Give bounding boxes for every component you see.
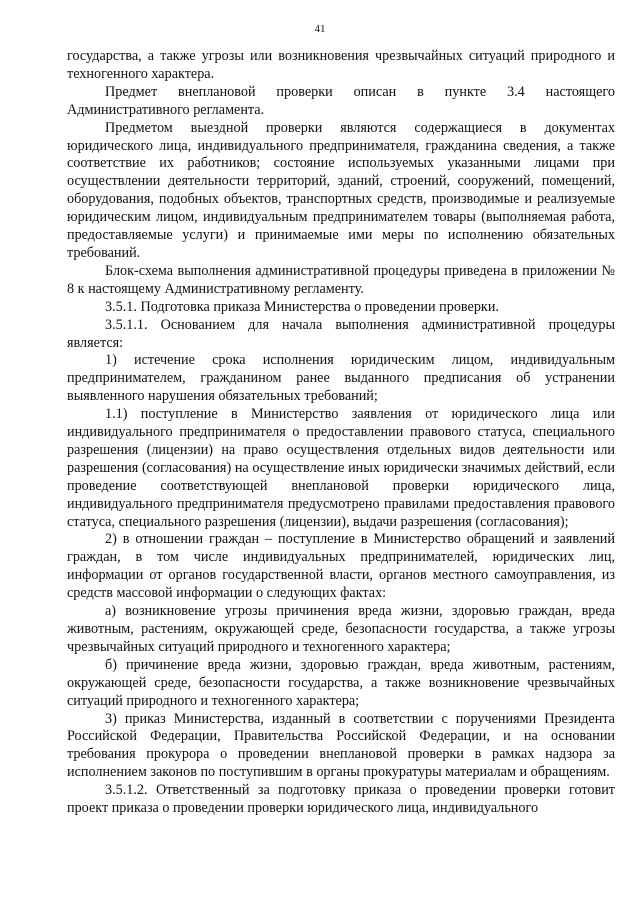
paragraph: 3.5.1.2. Ответственный за подготовку приказа о проведении проверки готовит проект приказа о проведении проверки юридического лица, индивидуального <box>67 782 615 817</box>
list-item: 1.1) поступление в Министерство заявления от юридического лица или индивидуального предпринимателя о предоставлении правового статуса, специального разрешения (лицензии) на право осуществления отдельных видов деятельности или разрешения (согласования) на осуществление иных юридически значимых действий, если проведение соответствующей внеплановой проверки юридического лица, индивидуального предпринимателя предусмотрено правилами предоставления правового статуса, специального разрешения (лицензии), выдачи разрешения (согласования); <box>67 406 615 530</box>
page-number: 41 <box>314 23 326 35</box>
list-item: 3) приказ Министерства, изданный в соответствии с поручениями Президента Российской Федерации, Правительства Российской Федерации, и на основании требования прокурора о проведении внеплановой проверки в рамках надзора за исполнением законов по поступившим в органы прокуратуры материалам и обращениям. <box>67 710 615 781</box>
paragraph: 3.5.1.1. Основанием для начала выполнения административной процедуры является: <box>67 316 615 351</box>
list-item: б) причинение вреда жизни, здоровью граждан, вреда животным, растениям, окружающей среде, безопасности государства, а также возникновение чрезвычайных ситуаций природного и техногенного характера; <box>67 656 615 709</box>
list-item: 1) истечение срока исполнения юридическим лицом, индивидуальным предпринимателем, гражданином ранее выданного предписания об устранении выявленного нарушения обязательных требований; <box>67 352 615 405</box>
section-heading: 3.5.1. Подготовка приказа Министерства о проведении проверки. <box>105 298 499 315</box>
paragraph: Блок-схема выполнения административной процедуры приведена в приложении № 8 к настоящему Административному регламенту. <box>67 262 615 297</box>
document-body <box>67 48 615 818</box>
paragraph: Предмет внеплановой проверки описан в пункте 3.4 настоящего Административного регламента. <box>67 83 615 118</box>
list-item: 2) в отношении граждан – поступление в Министерство обращений и заявлений граждан, в том числе индивидуальных предпринимателей, юридических лиц, информации от органов государственной власти, органов местного самоуправления, из средств массовой информации о следующих фактах: <box>67 531 615 602</box>
list-item: а) возникновение угрозы причинения вреда жизни, здоровью граждан, вреда животным, растениям, окружающей среде, безопасности государства, а также угрозы чрезвычайных ситуаций природного и техногенного характера; <box>67 603 615 655</box>
paragraph: Предметом выездной проверки являются содержащиеся в документах юридического лица, индивидуального предпринимателя, гражданина сведения, а также соответствие их работников; состояние используемых указанными лицами при осуществлении деятельности территорий, зданий, строений, сооружений, помещений, оборудования, подобных объектов, транспортных средств, производимые и реализуемые юридическим лицом, индивидуальным предпринимателем товары (выполняемая работа, предоставляемые услуги) и принимаемые ими меры по исполнению обязательных требований. <box>67 119 615 261</box>
paragraph: государства, а также угрозы или возникновения чрезвычайных ситуаций природного и техногенного характера. <box>67 48 615 82</box>
